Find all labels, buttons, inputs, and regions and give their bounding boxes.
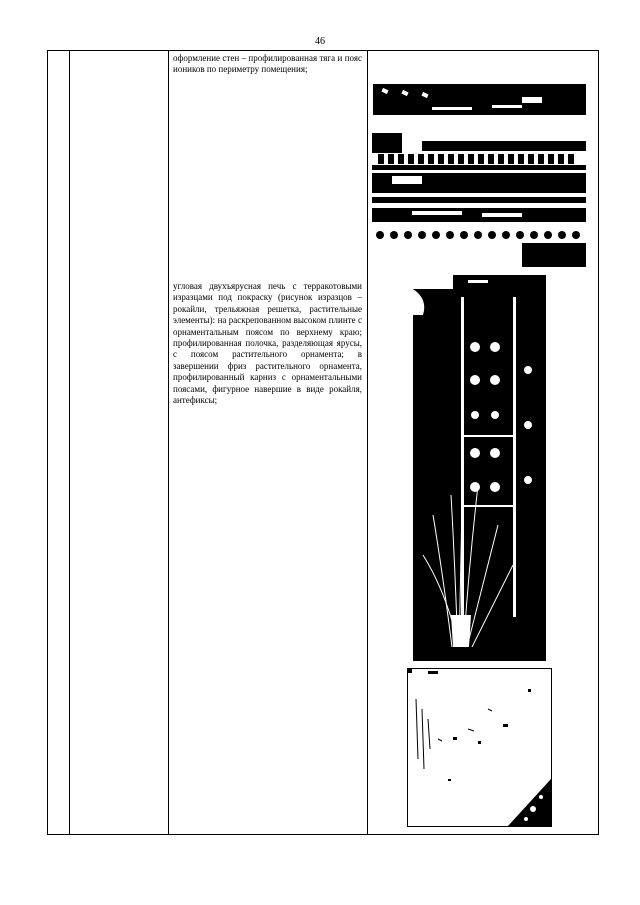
- tiled-stove-photo-icon: [413, 275, 546, 661]
- stove-crown-photo-icon: [407, 668, 552, 827]
- table-column-divider: [367, 50, 368, 835]
- element-description-walls: оформление стен – профилированная тяга и пояс иоников по периметру помещения;: [173, 53, 362, 75]
- table-column-divider: [69, 50, 70, 835]
- table-column-divider: [168, 50, 169, 835]
- element-description-stove: угловая двухъярусная печь с терракотовыми изразцами под покраску (рисунок изразцов – рокайли, трельяжная решетка, растительные элементы): на раскрепованном высоком плинте с орнаментальным поясом по верхнему краю; профилированная полочка, разделяющая ярусы, с поясом растительного орнамента; в завершении фриз растительного орнамента, профилированный карниз с орнаментальными поясами, фигурное навершие в виде рокайля, антефиксы;: [173, 281, 362, 406]
- page-number: 46: [315, 36, 325, 47]
- cornice-frieze-photo-icon: [372, 53, 586, 267]
